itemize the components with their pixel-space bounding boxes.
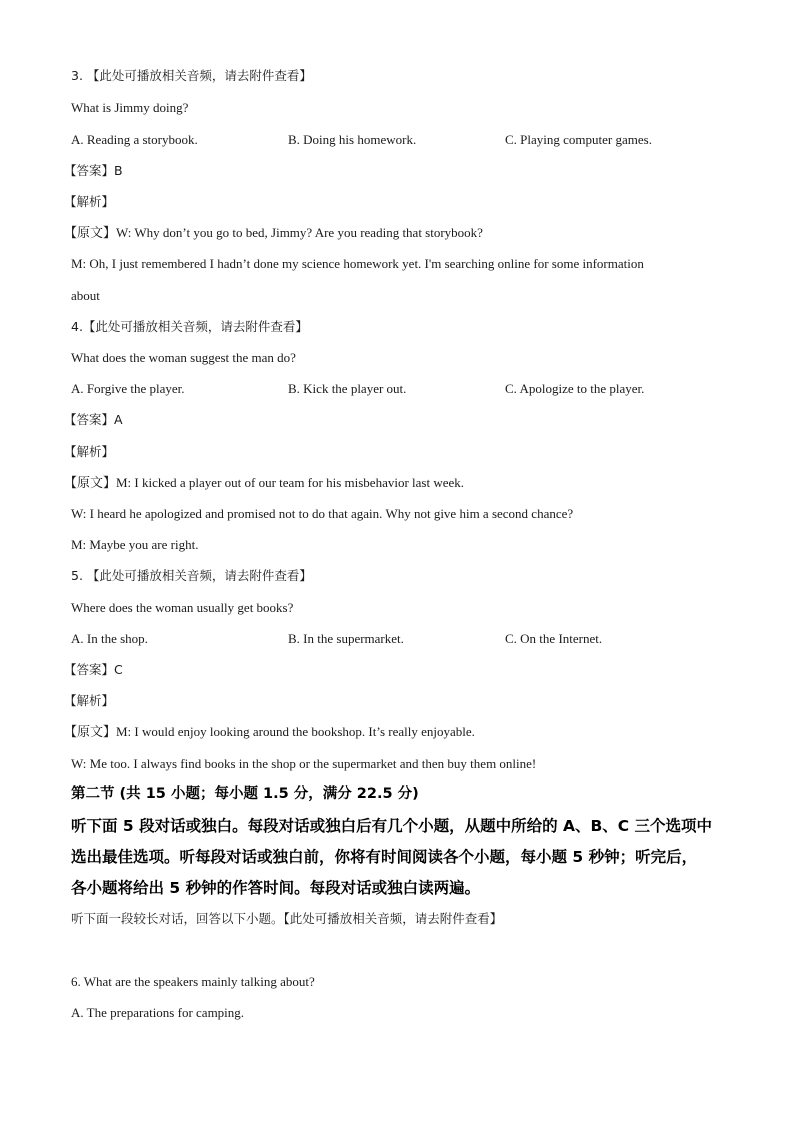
q4-script-line-3: M: Maybe you are right. <box>71 537 199 552</box>
q3-option-b: B. Doing his homework. <box>288 132 417 147</box>
q3-analysis: 【解析】 <box>64 194 115 209</box>
q5-script-line-2: W: Me too. I always find books in the shop or the supermarket and then buy them online! <box>71 756 537 771</box>
q6-question: 6. What are the speakers mainly talking about? <box>71 974 315 989</box>
section2-title: 第二节 (共 15 小题；每小题 1.5 分，满分 22.5 分) <box>71 786 419 802</box>
q4-script-line-2: W: I heard he apologized and promised not to do that again. Why not give him a second chance? <box>71 506 574 521</box>
q3-question: What is Jimmy doing? <box>71 100 189 115</box>
section2-prompt: 听下面一段较长对话，回答以下小题。【此处可播放相关音频，请去附件查看】 <box>71 911 503 926</box>
q5-option-b: B. In the supermarket. <box>288 631 404 646</box>
q5-header: 5. 【此处可播放相关音频，请去附件查看】 <box>71 568 312 583</box>
q3-script-line-1: 【原文】W: Why don’t you go to bed, Jimmy? Are you reading that storybook? <box>64 225 483 240</box>
q3-script-line-2: M: Oh, I just remembered I hadn’t done my science homework yet. I'm searching online for some information <box>71 256 644 271</box>
q5-option-a: A. In the shop. <box>71 631 148 646</box>
q4-analysis: 【解析】 <box>64 444 115 459</box>
q4-question: What does the woman suggest the man do? <box>71 350 296 365</box>
q5-answer: 【答案】C <box>64 662 123 677</box>
q5-script-line-1: 【原文】M: I would enjoy looking around the bookshop. It’s really enjoyable. <box>64 724 475 739</box>
section2-instruction-3: 各小题将给出 5 秒钟的作答时间。每段对话或独白读两遍。 <box>71 879 481 897</box>
q4-option-a: A. Forgive the player. <box>71 381 185 396</box>
section2-instruction-1: 听下面 5 段对话或独白。每段对话或独白后有几个小题，从题中所给的 A、B、C 三个选项中 <box>71 817 713 835</box>
q4-option-b: B. Kick the player out. <box>288 381 407 396</box>
q4-script-line-1: 【原文】M: I kicked a player out of our team for his misbehavior last week. <box>64 475 465 490</box>
q3-script-line-3: about <box>71 288 100 303</box>
q4-answer: 【答案】A <box>64 412 123 427</box>
q4-option-c: C. Apologize to the player. <box>505 381 645 396</box>
q4-header: 4.【此处可播放相关音频，请去附件查看】 <box>71 319 308 334</box>
q3-answer: 【答案】B <box>64 163 123 178</box>
q3-header: 3. 【此处可播放相关音频，请去附件查看】 <box>71 68 312 83</box>
section2-instruction-2: 选出最佳选项。听每段对话或独白前，你将有时间阅读各个小题，每小题 5 秒钟；听完后， <box>71 848 698 866</box>
q3-option-a: A. Reading a storybook. <box>71 132 198 147</box>
q6-option-a: A. The preparations for camping. <box>71 1005 245 1020</box>
q5-option-c: C. On the Internet. <box>505 631 603 646</box>
q5-analysis: 【解析】 <box>64 693 115 708</box>
q3-option-c: C. Playing computer games. <box>505 132 652 147</box>
q5-question: Where does the woman usually get books? <box>71 600 294 615</box>
